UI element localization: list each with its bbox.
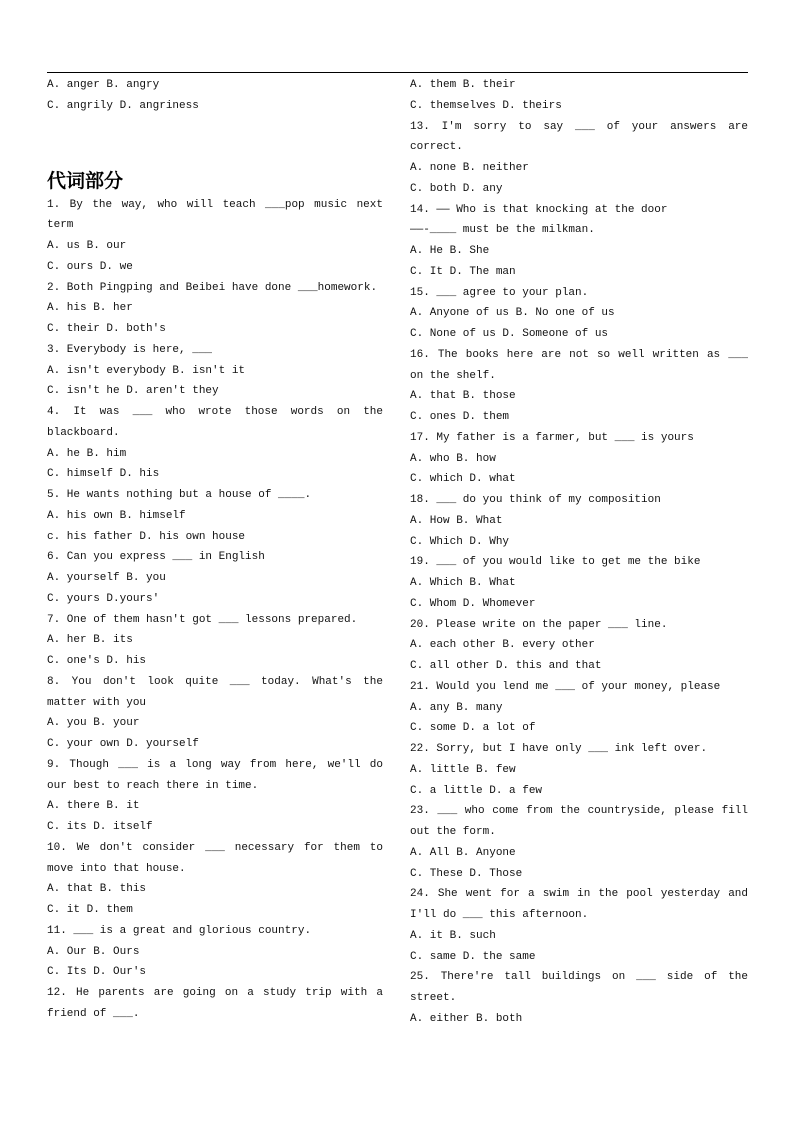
text-line: C. your own D. yourself [47,738,199,750]
text-line: 13. I'm sorry to say ___ of your answers are [410,120,748,133]
text-line: A. little B. few [410,763,516,776]
text-line: 9. Though ___ is a long way from here, we'll do [47,758,383,771]
text-line: C. ours D. we [47,260,133,273]
text-line: C. ones D. them [410,411,510,423]
text-line: 12. He parents are going on a study trip with a [47,987,383,999]
text-line: ——-____ must be the milkman. [410,224,595,237]
text-line: A. his B. her [47,302,133,315]
text-line: A. us B. our [47,240,127,252]
text-line: c. his father D. his own house [47,530,246,543]
text-line: A. that B. those [410,390,516,403]
text-line: C. all other D. this and that [410,660,602,672]
text-line: blackboard. [47,426,120,439]
text-line: 1. By the way, who will teach ___pop music next [47,198,383,211]
text-line: out the form. [410,826,496,838]
text-line: 15. ___ agree to your plan. [410,286,589,299]
text-line: C. it D. them [47,904,133,916]
text-line: A. Our B. Ours [47,945,140,958]
text-line: A. each other B. every other [410,639,595,652]
text-line: 16. The books here are not so well written as ___ [410,348,748,361]
text-line: C. both D. any [410,182,503,195]
text-line: C. These D. Those [410,867,523,880]
text-line: C. Its D. Our's [47,966,147,979]
text-line: C. None of us D. Someone of us [410,328,609,340]
left-question-lines [47,195,383,1025]
text-line: A. his own B. himself [47,509,186,522]
text-line: C. It D. The man [410,265,516,278]
text-line: C. angrily D. angriness [47,99,199,112]
text-line: C. which D. what [410,473,516,486]
text-line: 8. You don't look quite ___ today. What's the [47,675,383,688]
text-line: 20. Please write on the paper ___ line. [410,618,668,631]
text-line: 10. We don't consider ___ necessary for them to [47,841,383,854]
text-line: C. some D. a lot of [410,722,536,735]
text-line: C. yours D.yours' [47,592,160,605]
text-line: matter with you [47,696,147,709]
text-line: A. none B. neither [410,162,529,174]
text-line: 5. He wants nothing but a house of ____. [47,489,312,501]
text-line: C. isn't he D. aren't they [47,385,219,398]
text-line: 14. —— Who is that knocking at the door [410,203,668,216]
text-line: C. one's D. his [47,655,147,667]
text-line: C. Whom D. Whomever [410,597,536,610]
text-line: correct. [410,141,463,154]
text-line: I'll do ___ this afternoon. [410,909,589,921]
text-line: A. who B. how [410,452,496,465]
text-line: A. either B. both [410,1012,523,1025]
text-line: 6. Can you express ___ in English [47,551,265,564]
text-line: A. Which B. What [410,577,516,589]
text-line: A. How B. What [410,514,503,527]
text-line: A. yourself B. you [47,572,166,584]
right-column [410,75,748,1030]
text-line: 22. Sorry, but I have only ___ ink left over. [410,743,708,755]
text-line: A. you B. your [47,717,140,730]
text-line: A. anger B. angry [47,79,160,91]
text-line: 23. ___ who come from the countryside, please fill [410,805,748,818]
text-line: C. himself D. his [47,468,160,481]
left-column [47,75,383,1025]
text-line: 2. Both Pingping and Beibei have done ___homework. [47,281,378,294]
text-line: A. Anyone of us B. No one of us [410,307,615,320]
text-line: 24. She went for a swim in the pool yesterday and [410,888,748,901]
text-line: C. Which D. Why [410,535,510,548]
section-gap [47,117,383,169]
text-line: A. that B. this [47,883,147,896]
text-line: 17. My father is a farmer, but ___ is yours [410,431,694,444]
right-question-lines [410,75,748,1030]
text-line: A. it B. such [410,929,496,942]
text-line: C. themselves D. theirs [410,99,562,112]
text-line: 4. It was ___ who wrote those words on the [47,406,383,418]
text-line: 3. Everybody is here, ___ [47,343,213,356]
text-line: friend of ___. [47,1007,140,1020]
text-line: 25. There're tall buildings on ___ side of the [410,971,748,984]
left-top-lines [47,75,383,117]
text-line: our best to reach there in time. [47,779,259,792]
text-line: A. her B. its [47,634,133,647]
text-line: C. its D. itself [47,821,153,833]
text-line: 7. One of them hasn't got ___ lessons prepared. [47,613,358,626]
text-line: C. same D. the same [410,950,536,963]
text-line: on the shelf. [410,369,496,382]
text-line: 21. Would you lend me ___ of your money, please [410,680,721,693]
text-line: 18. ___ do you think of my composition [410,494,661,506]
text-line: move into that house. [47,862,186,875]
header-rule [47,72,748,73]
text-line: A. there B. it [47,800,140,813]
text-line: A. All B. Anyone [410,846,516,859]
text-line: A. He B. She [410,245,490,257]
text-line: street. [410,992,457,1004]
section-heading: 代词部分 [47,169,124,192]
text-line: 19. ___ of you would like to get me the bike [410,556,701,569]
text-line: term [47,219,74,232]
text-line: A. them B. their [410,79,516,91]
text-line: A. isn't everybody B. isn't it [47,364,246,377]
text-line: C. their D. both's [47,323,166,335]
text-line: 11. ___ is a great and glorious country. [47,924,312,937]
text-line: A. he B. him [47,447,127,460]
text-line: C. a little D. a few [410,784,543,797]
text-line: A. any B. many [410,701,503,714]
